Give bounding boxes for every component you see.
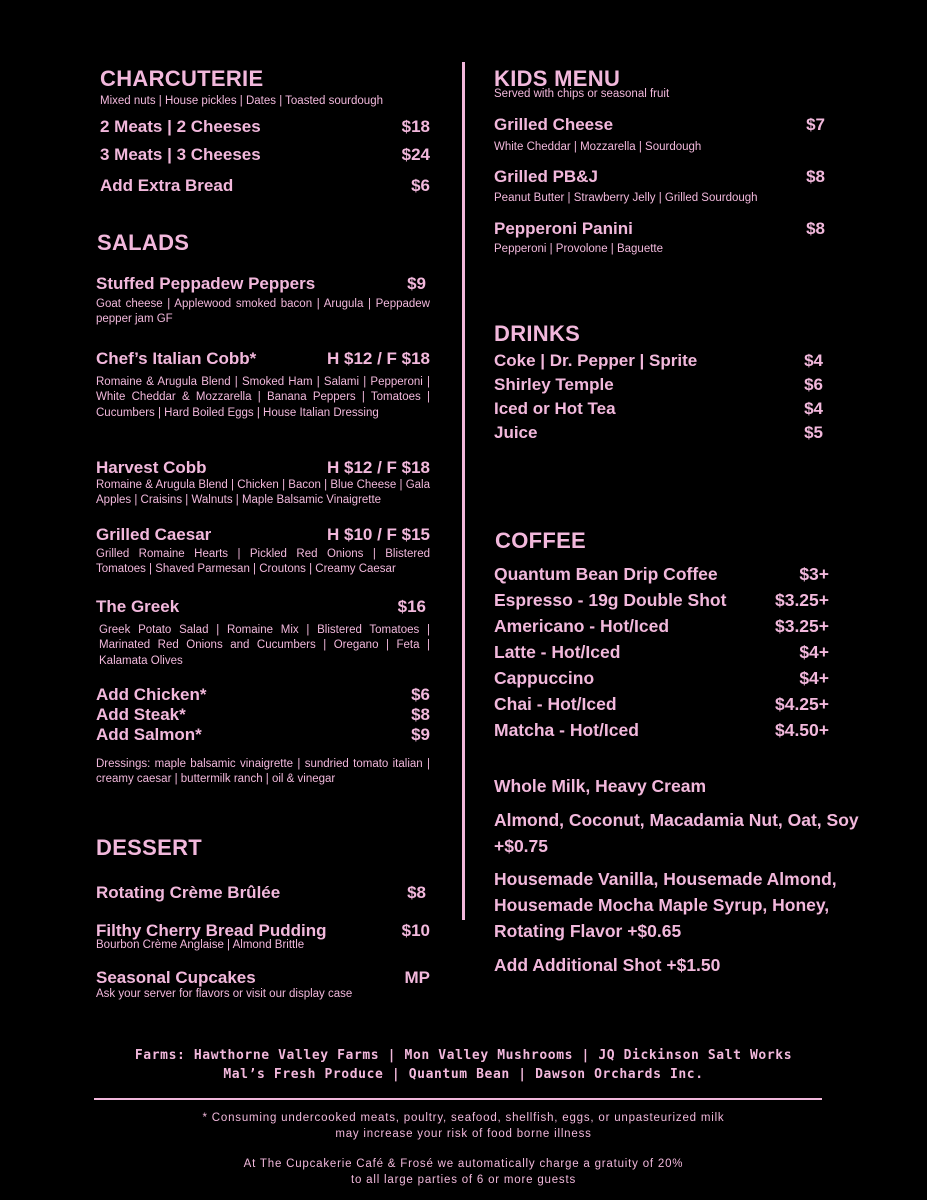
drink-row bbox=[494, 373, 823, 397]
item-name: The Greek bbox=[96, 597, 180, 616]
item-price: $9 bbox=[407, 274, 426, 293]
footer-divider bbox=[94, 1098, 822, 1100]
item-name: Filthy Cherry Bread Pudding bbox=[96, 921, 327, 940]
item-description: Goat cheese | Applewood smoked bacon | Arugula | Peppadew pepper jam GF bbox=[96, 298, 430, 326]
coffee-price: $4+ bbox=[799, 668, 829, 688]
menu-item bbox=[494, 219, 825, 239]
addon-row bbox=[96, 725, 430, 745]
item-description: Peanut Butter | Strawberry Jelly | Grilled Sourdough bbox=[494, 192, 758, 204]
drinks-heading: DRINKS bbox=[494, 321, 581, 346]
coffee-name: Americano - Hot/Iced bbox=[494, 616, 670, 636]
item-name: Stuffed Peppadew Peppers bbox=[96, 274, 316, 293]
item-name: Seasonal Cupcakes bbox=[96, 968, 256, 987]
item-description: Greek Potato Salad | Romaine Mix | Blistered Tomatoes | Marinated Red Onions and Cucumbers | Oregano | Feta | Kalamata Olives bbox=[99, 624, 430, 667]
dessert-heading: DESSERT bbox=[96, 835, 203, 860]
item-description: Romaine & Arugula Blend | Smoked Ham | Salami | Pepperoni | White Cheddar & Mozzarella | Banana Peppers | Tomatoes | Cucumbers | Hard Boiled Eggs | House Italian Dressing bbox=[96, 376, 430, 419]
coffee-row bbox=[494, 613, 829, 639]
coffee-price: $4+ bbox=[799, 642, 829, 662]
item-price: MP bbox=[404, 968, 430, 987]
item-price: $24 bbox=[401, 145, 430, 164]
menu-item bbox=[96, 349, 430, 369]
menu-item bbox=[100, 176, 430, 196]
coffee-price: $3.25+ bbox=[774, 616, 829, 636]
kids-heading: KIDS MENU bbox=[494, 66, 621, 91]
charcuterie-subtitle: Mixed nuts | House pickles | Dates | Toasted sourdough bbox=[100, 95, 383, 107]
coffee-name: Matcha - Hot/Iced bbox=[494, 720, 639, 740]
item-price: H $12 / F $18 bbox=[326, 458, 430, 477]
kids-subtitle: Served with chips or seasonal fruit bbox=[494, 88, 670, 100]
coffee-heading: COFFEE bbox=[495, 528, 587, 553]
gratuity-line: At The Cupcakerie Café & Frosé we automatically charge a gratuity of 20% bbox=[243, 1158, 684, 1170]
item-name: 3 Meats | 3 Cheeses bbox=[100, 145, 261, 164]
drink-row bbox=[494, 421, 823, 445]
coffee-name: Cappuccino bbox=[494, 668, 595, 688]
menu-item bbox=[96, 964, 430, 988]
alt-milk-option: Almond, Coconut, Macadamia Nut, Oat, Soy +$0.75 bbox=[494, 810, 859, 856]
drink-row bbox=[494, 397, 823, 421]
farms-credits bbox=[0, 1046, 927, 1084]
menu-item bbox=[96, 883, 430, 903]
coffee-row bbox=[494, 587, 829, 613]
warning-line: * Consuming undercooked meats, poultry, seafood, shellfish, eggs, or unpasteurized milk bbox=[202, 1112, 725, 1124]
farms-line: Mal’s Fresh Produce | Quantum Bean | Dawson Orchards Inc. bbox=[223, 1067, 704, 1082]
item-description: White Cheddar | Mozzarella | Sourdough bbox=[494, 141, 702, 153]
item-description: Pepperoni | Provolone | Baguette bbox=[494, 243, 664, 255]
item-price: $8 bbox=[806, 167, 825, 186]
column-divider bbox=[462, 62, 465, 920]
drink-row bbox=[494, 349, 823, 373]
menu-item bbox=[494, 115, 825, 135]
salad-addons bbox=[96, 685, 430, 745]
drink-price: $5 bbox=[804, 423, 823, 442]
item-price: H $10 / F $15 bbox=[326, 525, 430, 544]
drink-price: $4 bbox=[804, 351, 823, 370]
item-description: Ask your server for flavors or visit our display case bbox=[96, 988, 353, 1000]
addon-price: $8 bbox=[411, 705, 430, 724]
coffee-row bbox=[494, 665, 829, 691]
addon-name: Add Salmon* bbox=[96, 725, 202, 744]
menu-item bbox=[96, 454, 430, 478]
coffee-price: $3+ bbox=[799, 564, 829, 584]
item-name: Grilled PB&J bbox=[494, 167, 598, 186]
coffee-price: $3.25+ bbox=[774, 590, 829, 610]
item-name: Grilled Cheese bbox=[494, 115, 614, 134]
addon-price: $9 bbox=[411, 725, 430, 744]
gratuity-line: to all large parties of 6 or more guests bbox=[350, 1174, 577, 1186]
addon-name: Add Chicken* bbox=[96, 685, 207, 704]
item-description: Bourbon Crème Anglaise | Almond Brittle bbox=[96, 939, 305, 951]
menu-item bbox=[96, 597, 430, 617]
drink-name: Coke | Dr. Pepper | Sprite bbox=[494, 351, 698, 370]
addon-row bbox=[96, 685, 430, 705]
item-name: Harvest Cobb bbox=[96, 458, 207, 477]
menu-item bbox=[100, 145, 430, 165]
coffee-name: Latte - Hot/Iced bbox=[494, 642, 621, 662]
item-price: $7 bbox=[806, 115, 825, 134]
coffee-row bbox=[494, 639, 829, 665]
milk-option: Whole Milk, Heavy Cream bbox=[494, 776, 707, 796]
addon-row bbox=[96, 705, 430, 725]
drinks-list bbox=[494, 349, 823, 445]
item-name: Rotating Crème Brûlée bbox=[96, 883, 281, 902]
coffee-row bbox=[494, 561, 829, 587]
coffee-name: Chai - Hot/Iced bbox=[494, 694, 617, 714]
drink-name: Shirley Temple bbox=[494, 375, 614, 394]
health-warning bbox=[0, 1110, 927, 1142]
item-name: 2 Meats | 2 Cheeses bbox=[100, 117, 261, 136]
coffee-name: Espresso - 19g Double Shot bbox=[494, 590, 727, 610]
extra-shot-option: Add Additional Shot +$1.50 bbox=[494, 955, 721, 975]
item-name: Chef’s Italian Cobb* bbox=[96, 349, 257, 368]
coffee-name: Quantum Bean Drip Coffee bbox=[494, 564, 718, 584]
menu-item bbox=[96, 274, 430, 294]
dressings-note: Dressings: maple balsamic vinaigrette | sundried tomato italian | creamy caesar | buttermilk ranch | oil & vinegar bbox=[96, 758, 430, 786]
item-price: H $12 / F $18 bbox=[326, 349, 430, 368]
coffee-list bbox=[494, 561, 829, 743]
item-price: $18 bbox=[401, 117, 430, 136]
item-price: $16 bbox=[397, 597, 426, 616]
drink-name: Juice bbox=[494, 423, 538, 442]
drink-name: Iced or Hot Tea bbox=[494, 399, 616, 418]
coffee-price: $4.25+ bbox=[774, 694, 829, 714]
coffee-price: $4.50+ bbox=[774, 720, 829, 740]
item-price: $6 bbox=[411, 176, 430, 195]
coffee-row bbox=[494, 691, 829, 717]
menu-item bbox=[100, 117, 430, 137]
menu-item bbox=[494, 167, 825, 187]
addon-price: $6 bbox=[411, 685, 430, 704]
item-name: Grilled Caesar bbox=[96, 525, 212, 544]
coffee-row bbox=[494, 717, 829, 743]
warning-line: may increase your risk of food borne illness bbox=[335, 1128, 592, 1140]
charcuterie-heading: CHARCUTERIE bbox=[100, 66, 264, 91]
salads-heading: SALADS bbox=[97, 230, 190, 255]
drink-price: $4 bbox=[804, 399, 823, 418]
item-name: Pepperoni Panini bbox=[494, 219, 633, 238]
item-price: $8 bbox=[407, 883, 426, 902]
item-price: $8 bbox=[806, 219, 825, 238]
addon-name: Add Steak* bbox=[96, 705, 186, 724]
menu-item bbox=[96, 525, 430, 545]
syrup-option: Housemade Vanilla, Housemade Almond, Housemade Mocha Maple Syrup, Honey, Rotating Flavor +$0.65 bbox=[494, 869, 837, 941]
item-description: Romaine & Arugula Blend | Chicken | Bacon | Blue Cheese | Gala Apples | Craisins | Walnuts | Maple Balsamic Vinaigrette bbox=[96, 479, 430, 507]
item-name: Add Extra Bread bbox=[100, 176, 234, 195]
gratuity-note bbox=[0, 1156, 927, 1188]
item-price: $10 bbox=[401, 921, 430, 940]
farms-line: Farms: Hawthorne Valley Farms | Mon Valley Mushrooms | JQ Dickinson Salt Works bbox=[134, 1048, 793, 1063]
drink-price: $6 bbox=[804, 375, 823, 394]
item-description: Grilled Romaine Hearts | Pickled Red Onions | Blistered Tomatoes | Shaved Parmesan | Croutons | Creamy Caesar bbox=[96, 548, 430, 576]
